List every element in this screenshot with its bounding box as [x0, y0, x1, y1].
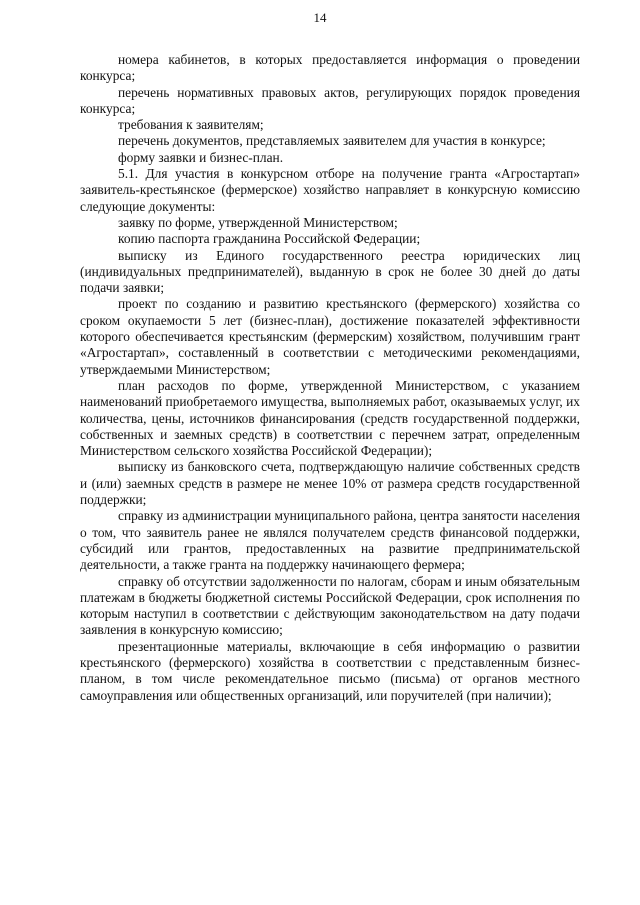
paragraph: презентационные материалы, включающие в себя информацию о развитии крестьянского (фермерского) хозяйства в соответствии с представленным бизнес-планом, в том числе рекомендательное письмо (письма) от органов местного самоуправления или общественных организаций, или поручителей (при наличии); — [80, 638, 580, 703]
document-body — [80, 52, 580, 704]
paragraph: выписку из Единого государственного реестра юридических лиц (индивидуальных предпринимателей), выданную в срок не более 30 дней до даты подачи заявки; — [80, 247, 580, 296]
paragraph: требования к заявителям; — [118, 117, 264, 133]
paragraph: перечень нормативных правовых актов, регулирующих порядок проведения конкурса; — [80, 84, 580, 116]
paragraph: выписку из банковского счета, подтверждающую наличие собственных средств и (или) заемных средств в размере не менее 10% от размера средств государственной поддержки; — [80, 459, 580, 508]
paragraph: перечень документов, представляемых заявителем для участия в конкурсе; — [118, 133, 546, 149]
paragraph: копию паспорта гражданина Российской Федерации; — [118, 231, 421, 247]
page-number: 14 — [313, 10, 327, 25]
paragraph: справку из администрации муниципального района, центра занятости населения о том, что заявитель ранее не являлся получателем средств финансовой поддержки, субсидий или грантов, предоставленных на развитие предпринимательской деятельности, а также гранта на поддержку начинающего фермера; — [80, 508, 580, 573]
paragraph: заявку по форме, утвержденной Министерством; — [118, 214, 398, 230]
paragraph: справку об отсутствии задолженности по налогам, сборам и иным обязательным платежам в бюджеты бюджетной системы Российской Федерации, срок исполнения по которым наступил в соответствии с действующим законодательством на дату подачи заявления в конкурсную комиссию; — [80, 573, 580, 638]
paragraph: форму заявки и бизнес-план. — [118, 149, 284, 165]
paragraph: проект по созданию и развитию крестьянского (фермерского) хозяйства со сроком окупаемости 5 лет (бизнес-план), достижение показателей эффективности которого обеспечивается крестьянским (фермерским) хозяйством, получившим грант «Агростартап», составленный в соответствии с методическими рекомендациями, утверждаемыми Министерством; — [80, 296, 580, 377]
paragraph: номера кабинетов, в которых предоставляется информация о проведении конкурса; — [80, 52, 580, 84]
section-5-1-paragraph: 5.1. Для участия в конкурсном отборе на получение гранта «Агростартап» заявитель-крестьянское (фермерское) хозяйство направляет в конкурсную комиссию следующие документы: — [80, 166, 580, 214]
paragraph: план расходов по форме, утвержденной Министерством, с указанием наименований приобретаемого имущества, выполняемых работ, оказываемых услуг, их количества, цены, источников финансирования (средств государственной поддержки, собственных и заемных средств) в соответствии с перечнем затрат, определенным Министерством сельского хозяйства Российской Федерации); — [80, 377, 580, 459]
